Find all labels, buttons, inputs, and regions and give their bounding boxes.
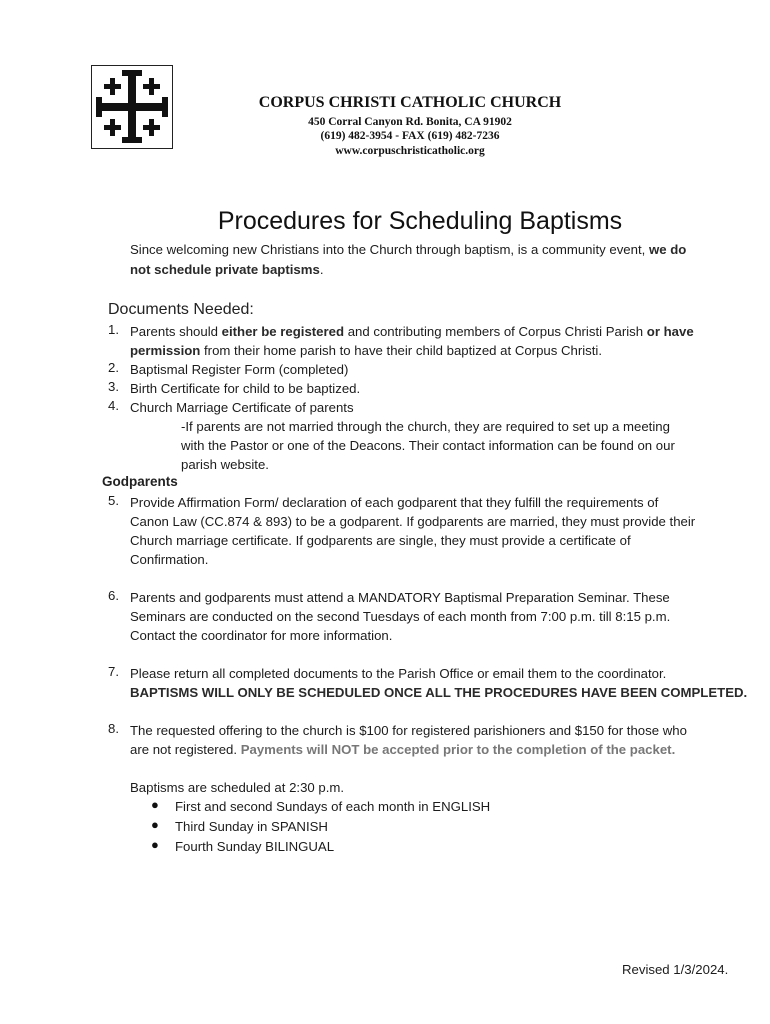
intro-emphasis: we do — [648, 242, 687, 257]
bullet-dot-icon: ● — [151, 817, 159, 832]
item-number: 8. — [108, 721, 119, 736]
item-number: 6. — [108, 588, 119, 603]
intro-emphasis-2: not schedule private baptisms — [130, 262, 320, 277]
item-8-text: are not registered. — [130, 742, 241, 757]
intro-period: . — [319, 262, 324, 277]
item-5-line-1: Provide Affirmation Form/ declaration of each godparent that they fulfill the requirements of — [130, 495, 659, 510]
item-number: 4. — [108, 398, 119, 413]
item-6-line-3: Contact the coordinator for more information. — [130, 628, 393, 643]
church-logo — [91, 65, 173, 149]
item-number: 5. — [108, 493, 119, 508]
item-7-line-2: BAPTISMS WILL ONLY BE SCHEDULED ONCE ALL THE PROCEDURES HAVE BEEN COMPLETED. — [130, 685, 748, 700]
item-4-text: Church Marriage Certificate of parents — [130, 400, 354, 415]
schedule-item: Fourth Sunday BILINGUAL — [175, 839, 335, 854]
church-website: www.corpuschristicatholic.org — [335, 145, 485, 157]
church-address: 450 Corral Canyon Rd. Bonita, CA 91902 — [308, 116, 512, 128]
item-4-note-3: parish website. — [181, 457, 269, 472]
item-2-text: Baptismal Register Form (completed) — [130, 362, 349, 377]
revised-date: Revised 1/3/2024. — [622, 962, 729, 977]
item-6-line-2: Seminars are conducted on the second Tuesdays of each month from 7:00 p.m. till 8:15 p.m. — [130, 609, 671, 624]
page-title: Procedures for Scheduling Baptisms — [217, 207, 623, 235]
schedule-intro: Baptisms are scheduled at 2:30 p.m. — [130, 780, 345, 795]
item-8-line-2 — [130, 740, 675, 759]
item-4-note-1: -If parents are not married through the church, they are required to set up a meeting — [181, 419, 670, 434]
item-5-line-2: Canon Law (CC.874 & 893) to be a godparent. If godparents are married, they must provide their — [130, 514, 696, 529]
item-1-bold-b: either be registered — [221, 324, 345, 339]
item-number: 2. — [108, 360, 119, 375]
item-1-bold-d: or have — [646, 324, 694, 339]
item-number: 3. — [108, 379, 119, 394]
documents-heading: Documents Needed: — [108, 301, 254, 318]
jerusalem-cross-icon — [92, 66, 172, 147]
item-7-line-1: Please return all completed documents to the Parish Office or email them to the coordinator. — [130, 666, 667, 681]
intro-line-1 — [130, 240, 686, 259]
item-6-line-1: Parents and godparents must attend a MANDATORY Baptismal Preparation Seminar. These — [130, 590, 670, 605]
intro-line-2 — [130, 260, 323, 279]
bullet-dot-icon: ● — [151, 797, 159, 812]
item-5-line-3: Church marriage certificate. If godparents are single, they must provide a certificate of — [130, 533, 631, 548]
church-phone: (619) 482-3954 - FAX (619) 482-7236 — [320, 130, 500, 142]
item-1-line-1 — [130, 322, 694, 341]
item-8-payment-note: Payments will NOT be accepted prior to the completion of the packet. — [240, 742, 676, 757]
item-1-text-c: and contributing members of Corpus Christi Parish — [344, 324, 647, 339]
godparents-heading: Godparents — [102, 474, 178, 489]
item-1-text-a: Parents should — [130, 324, 222, 339]
item-8-line-1: The requested offering to the church is $100 for registered parishioners and $150 for those who — [130, 723, 687, 738]
bullet-dot-icon: ● — [151, 837, 159, 852]
item-number: 1. — [108, 322, 119, 337]
item-number: 7. — [108, 664, 119, 679]
item-1-text-f: from their home parish to have their child baptized at Corpus Christi. — [200, 343, 603, 358]
item-4-note-2: with the Pastor or one of the Deacons. Their contact information can be found on our — [181, 438, 675, 453]
item-1-bold-e: permission — [130, 343, 201, 358]
item-5-line-4: Confirmation. — [130, 552, 209, 567]
church-name: CORPUS CHRISTI CATHOLIC CHURCH — [258, 94, 562, 111]
intro-text: Since welcoming new Christians into the Church through baptism, is a community event, — [130, 242, 649, 257]
schedule-item: Third Sunday in SPANISH — [175, 819, 328, 834]
item-1-line-2 — [130, 341, 602, 360]
schedule-item: First and second Sundays of each month in ENGLISH — [175, 799, 491, 814]
item-3-text: Birth Certificate for child to be baptized. — [130, 381, 361, 396]
